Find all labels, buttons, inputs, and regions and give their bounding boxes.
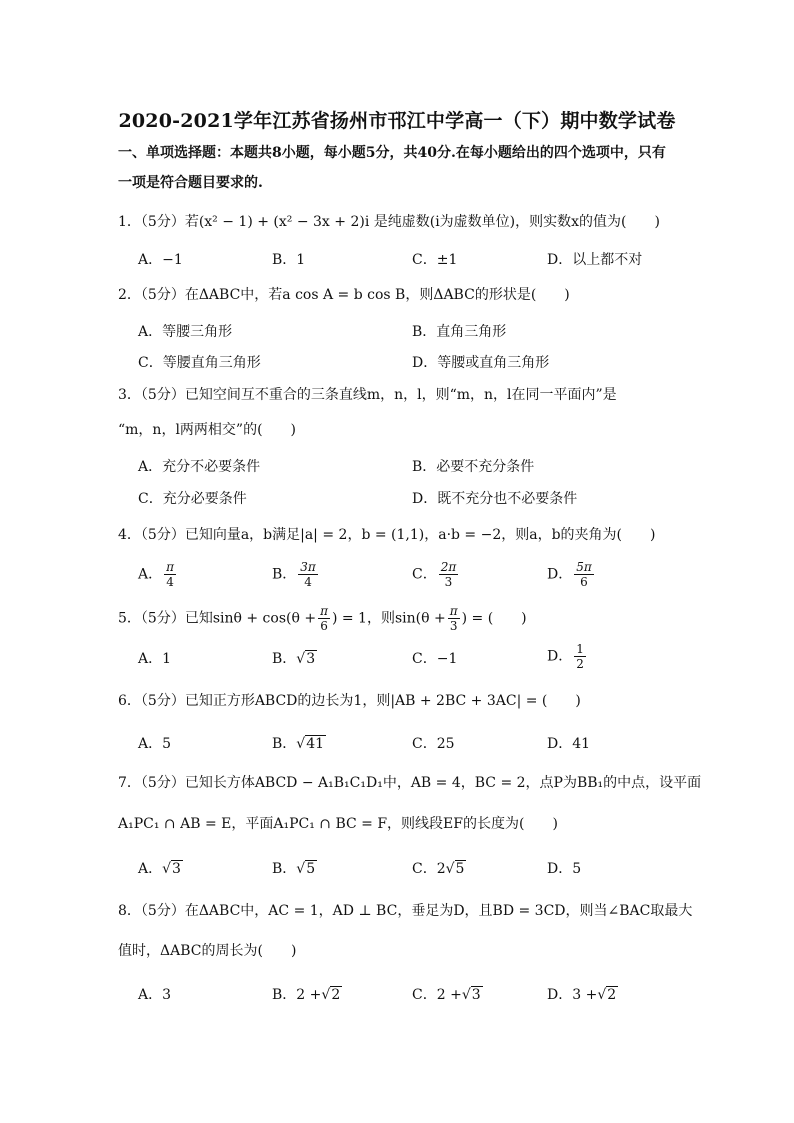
q1-option-b: B．1 — [272, 252, 306, 268]
question-5-stem-part1: 5．（5分）已知sinθ + cos(θ + — [118, 610, 317, 627]
q4-option-d — [547, 560, 596, 589]
q8-option-d-label: D．3 + — [547, 987, 598, 1003]
q8-option-c — [412, 984, 483, 1004]
q4-option-d-fraction: $\frac{5\pi}{6}$ — [576, 560, 592, 589]
q4-option-c-label: C． — [412, 566, 437, 583]
question-2 — [118, 284, 698, 304]
question-7 — [118, 772, 702, 792]
q5-option-b — [272, 648, 317, 668]
question-4-stem: 4．（5分）已知向量a，b满足|a| = 2，b = (1,1)，a·b = −2，则a，b的夹角为( ) — [118, 527, 656, 543]
question-8-stem-line2: 值时，ΔABC的周长为( ) — [118, 943, 297, 959]
question-3-stem-line2: “m，n，l两两相交”的( ) — [118, 422, 297, 438]
question-1-stem: 1．（5分）若(x² − 1) + (x² − 3x + 2)i 是纯虚数(i为虚数单位)，则实数x的值为( ) — [118, 214, 660, 230]
q6-option-b-sqrt: √41 — [296, 736, 325, 752]
q2-option-c: C．等腰直角三角形 — [138, 355, 261, 371]
question-3 — [118, 384, 698, 404]
question-5-stem-part3: ) = ( ) — [461, 610, 527, 627]
section-heading-line2: 一项是符合题目要求的. — [118, 175, 263, 191]
q3-option-a: A．充分不必要条件 — [138, 459, 261, 475]
question-5-stem-part2: ) = 1，则sin(θ + — [331, 610, 446, 627]
q7-option-b-label: B． — [272, 861, 297, 877]
q5-option-c: C．−1 — [412, 651, 458, 667]
q7-option-c-sqrt: √5 — [445, 861, 465, 877]
question-7-cont — [118, 813, 698, 833]
q4-option-a-fraction: $\frac{\pi}{4}$ — [166, 560, 175, 589]
q3-option-c: C．充分必要条件 — [138, 491, 247, 507]
q4-option-a — [138, 560, 178, 589]
q6-option-b — [272, 733, 326, 753]
q7-option-a — [138, 858, 183, 878]
q5-option-d — [547, 642, 588, 671]
q3-option-d: D．既不充分也不必要条件 — [412, 491, 578, 507]
question-1 — [118, 212, 698, 232]
question-3-stem-line1: 3．（5分）已知空间互不重合的三条直线m，n，l，则“m，n，l在同一平面内”是 — [118, 387, 617, 403]
question-5-fraction-1: $\frac{\pi}{6}$ — [320, 604, 328, 633]
question-7-stem-line1: 7．（5分）已知长方体ABCD − A₁B₁C₁D₁中，AB = 4，BC = 2，点P为BB₁的中点，设平面 — [118, 775, 702, 791]
question-6 — [118, 690, 698, 710]
q5-option-d-fraction: $\frac{1}{2}$ — [576, 642, 584, 671]
q6-option-b-label: B． — [272, 736, 297, 752]
q2-option-d: D．等腰或直角三角形 — [412, 355, 550, 371]
q3-option-b: B．必要不充分条件 — [412, 459, 535, 475]
question-5 — [118, 604, 698, 633]
q4-option-d-label: D． — [547, 566, 573, 583]
q7-option-b-sqrt: √5 — [296, 861, 316, 877]
q4-option-b — [272, 560, 320, 589]
page-title: 2020-2021学年江苏省扬州市邗江中学高一（下）期中数学试卷 — [118, 110, 676, 132]
q5-option-a: A．1 — [138, 651, 172, 667]
q1-option-a: A．−1 — [138, 252, 183, 268]
q7-option-d: D．5 — [547, 861, 582, 877]
question-5-fraction-2: $\frac{\pi}{3}$ — [449, 604, 458, 633]
q6-option-c: C．25 — [412, 736, 455, 752]
q1-option-d: D．以上都不对 — [547, 252, 643, 268]
section-heading-line1: 一、单项选择题：本题共8小题，每小题5分，共40分.在每小题给出的四个选项中，只有 — [118, 145, 666, 161]
q8-option-d — [547, 984, 618, 1004]
q4-option-c — [412, 560, 460, 589]
q8-option-c-sqrt: √3 — [461, 987, 481, 1003]
question-8-stem-line1: 8．（5分）在ΔABC中，AC = 1，AD ⊥ BC，垂足为D，且BD = 3CD，则当∠BAC取最大 — [118, 903, 693, 919]
q4-option-b-fraction: $\frac{3\pi}{4}$ — [300, 560, 316, 589]
q5-option-b-sqrt: √3 — [296, 651, 316, 667]
q7-option-a-label: A． — [138, 861, 163, 877]
q8-option-b-sqrt: √2 — [321, 987, 341, 1003]
q7-option-b — [272, 858, 317, 878]
q6-option-d: D．41 — [547, 736, 591, 752]
question-6-stem: 6．（5分）已知正方形ABCD的边长为1，则|AB + 2BC + 3AC| = ( ) — [118, 693, 581, 709]
question-8-cont — [118, 940, 698, 960]
q2-option-a: A．等腰三角形 — [138, 324, 233, 340]
q8-option-b — [272, 984, 342, 1004]
question-3-cont — [118, 419, 698, 439]
q5-option-b-label: B． — [272, 651, 297, 667]
question-7-stem-line2: A₁PC₁ ∩ AB = E，平面A₁PC₁ ∩ BC = F，则线段EF的长度为( ) — [118, 816, 558, 832]
q8-option-a: A．3 — [138, 987, 172, 1003]
q7-option-a-sqrt: √3 — [162, 861, 181, 877]
q7-option-c — [412, 858, 466, 878]
q5-option-d-label: D． — [547, 648, 573, 665]
q4-option-b-label: B． — [272, 566, 297, 583]
q8-option-c-label: C．2 + — [412, 987, 462, 1003]
q8-option-d-sqrt: √2 — [597, 987, 617, 1003]
q8-option-b-label: B．2 + — [272, 987, 322, 1003]
question-8 — [118, 900, 698, 920]
q2-option-b: B．直角三角形 — [412, 324, 507, 340]
q7-option-c-label: C．2 — [412, 861, 446, 877]
q4-option-a-label: A． — [138, 566, 163, 583]
q1-option-c: C．±1 — [412, 252, 458, 268]
q4-option-c-fraction: $\frac{2\pi}{3}$ — [440, 560, 457, 589]
q6-option-a: A．5 — [138, 736, 172, 752]
question-4 — [118, 524, 698, 544]
question-2-stem: 2．（5分）在ΔABC中，若a cos A = b cos B，则ΔABC的形状是( ) — [118, 287, 570, 303]
